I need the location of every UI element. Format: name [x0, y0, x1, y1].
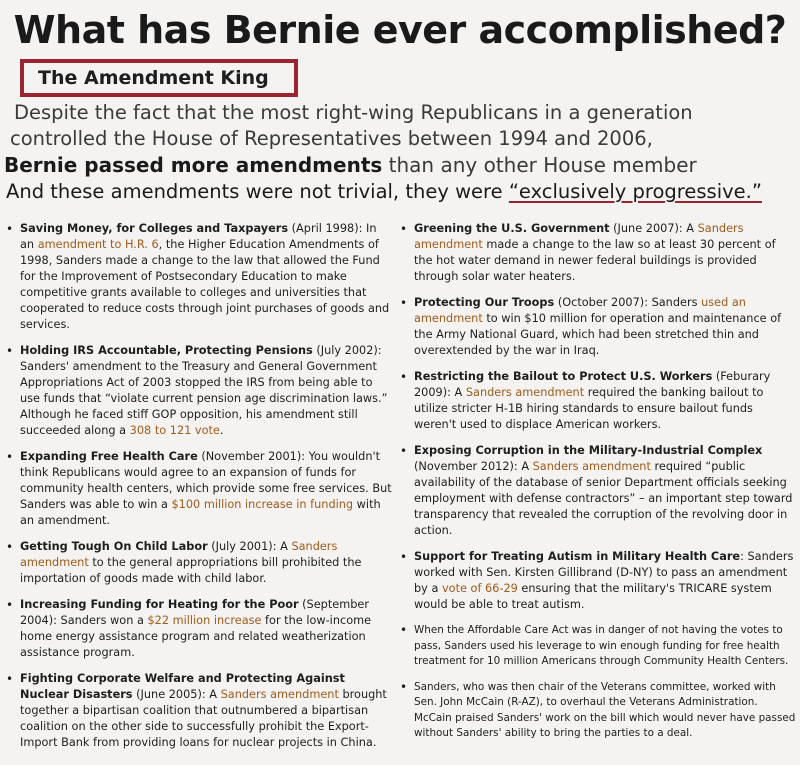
intro-line-3: [4, 153, 800, 177]
intro-line-3-rest: than any other House member: [382, 153, 697, 177]
list-item: • Protecting Our Troops (October 2007): Sanders used an amendment to win $10 million for operation and maintenance of the Army National Guard, which had been stretched thin and overextended by the war in Iraq.: [400, 295, 796, 359]
list-item: • Getting Tough On Child Labor (July 2001): A Sanders amendment to the general appropriations bill prohibited the importation of goods made with child labor.: [6, 539, 394, 587]
left-column: [6, 221, 394, 761]
list-item: • When the Affordable Care Act was in danger of not having the votes to pass, Sanders used his leverage to win enough funding for free health treatment for 10 million Americans through Community Health Centers.: [400, 623, 796, 670]
intro-line-2: controlled the House of Representatives between 1994 and 2006,: [10, 127, 653, 150]
list-item: • Fighting Corporate Welfare and Protecting Against Nuclear Disasters (June 2005): A Sanders amendment brought together a bipartisan coalition that outnumbered a bipartisan coalition on the other side to successfully prohibit the Export-Import Bank from providing loans for nuclear projects in China.: [6, 671, 394, 751]
list-item: • Saving Money, for Colleges and Taxpayers (April 1998): In an amendment to H.R. 6, the Higher Education Amendments of 1998, Sanders made a change to the law that allowed the Fund for the Improvement of Postsecondary Education to make competitive grants available to colleges and universities that cooperated to reduce costs through joint purchases of goods and services.: [6, 221, 394, 333]
list-item: • Support for Treating Autism in Military Health Care: Sanders worked with Sen. Kirsten Gillibrand (D-NY) to pass an amendment by a vote of 66-29 ensuring that the military's TRICARE system would be able to treat autism.: [400, 549, 796, 613]
amendment-king-label: The Amendment King: [38, 67, 269, 89]
list-item: • Restricting the Bailout to Protect U.S. Workers (Feburary 2009): A Sanders amendment required the banking bailout to utilize stricter H-1B hiring standards to ensure bailout funds weren't used to displace American workers.: [400, 369, 796, 433]
list-item: • Holding IRS Accountable, Protecting Pensions (July 2002): Sanders' amendment to the Treasury and General Government Appropriations Act of 2003 stopped the IRS from being able to use funds that “violate current pension age discrimination laws.” Although he faced stiff GOP opposition, his amendment still succeeded along a 308 to 121 vote.: [6, 343, 394, 439]
intro-line-3-bold: Bernie passed more amendments: [4, 153, 383, 177]
list-item: • Sanders, who was then chair of the Veterans committee, worked with Sen. John McCain (R-AZ), to overhaul the Veterans Administration. McCain praised Sanders' work on the bill which would never have passed without Sanders' ability to bring the parties to a deal.: [400, 680, 796, 742]
list-item: • Increasing Funding for Heating for the Poor (September 2004): Sanders won a $22 million increase for the low-income home energy assistance program and related weatherization assistance program.: [6, 597, 394, 661]
intro-line-4-pre: And these amendments were not trivial, they were: [6, 180, 509, 203]
right-column: [400, 221, 796, 752]
list-item: • Greening the U.S. Government (June 2007): A Sanders amendment made a change to the law so at least 30 percent of the hot water demand in newer federal buildings is provided through solar water heaters.: [400, 221, 796, 285]
list-item: • Expanding Free Health Care (November 2001): You wouldn't think Republicans would agree to an expansion of funds for community health centers, which provide some free services. But Sanders was able to win a $100 million increase in funding with an amendment.: [6, 449, 394, 529]
intro-line-4-underlined: “exclusively progressive.”: [508, 180, 762, 203]
amendment-king-box: [20, 59, 298, 97]
page-title: What has Bernie ever accomplished?: [13, 8, 787, 52]
intro-line-1: Despite the fact that the most right-wing Republicans in a generation: [14, 101, 693, 124]
intro-line-4: [6, 180, 800, 204]
list-item: • Exposing Corruption in the Military-Industrial Complex (November 2012): A Sanders amendment required “public availability of the database of senior Department officials seeking employment with defense contractors” – an important step toward transparency that revealed the corruption of the revolving door in action.: [400, 443, 796, 539]
